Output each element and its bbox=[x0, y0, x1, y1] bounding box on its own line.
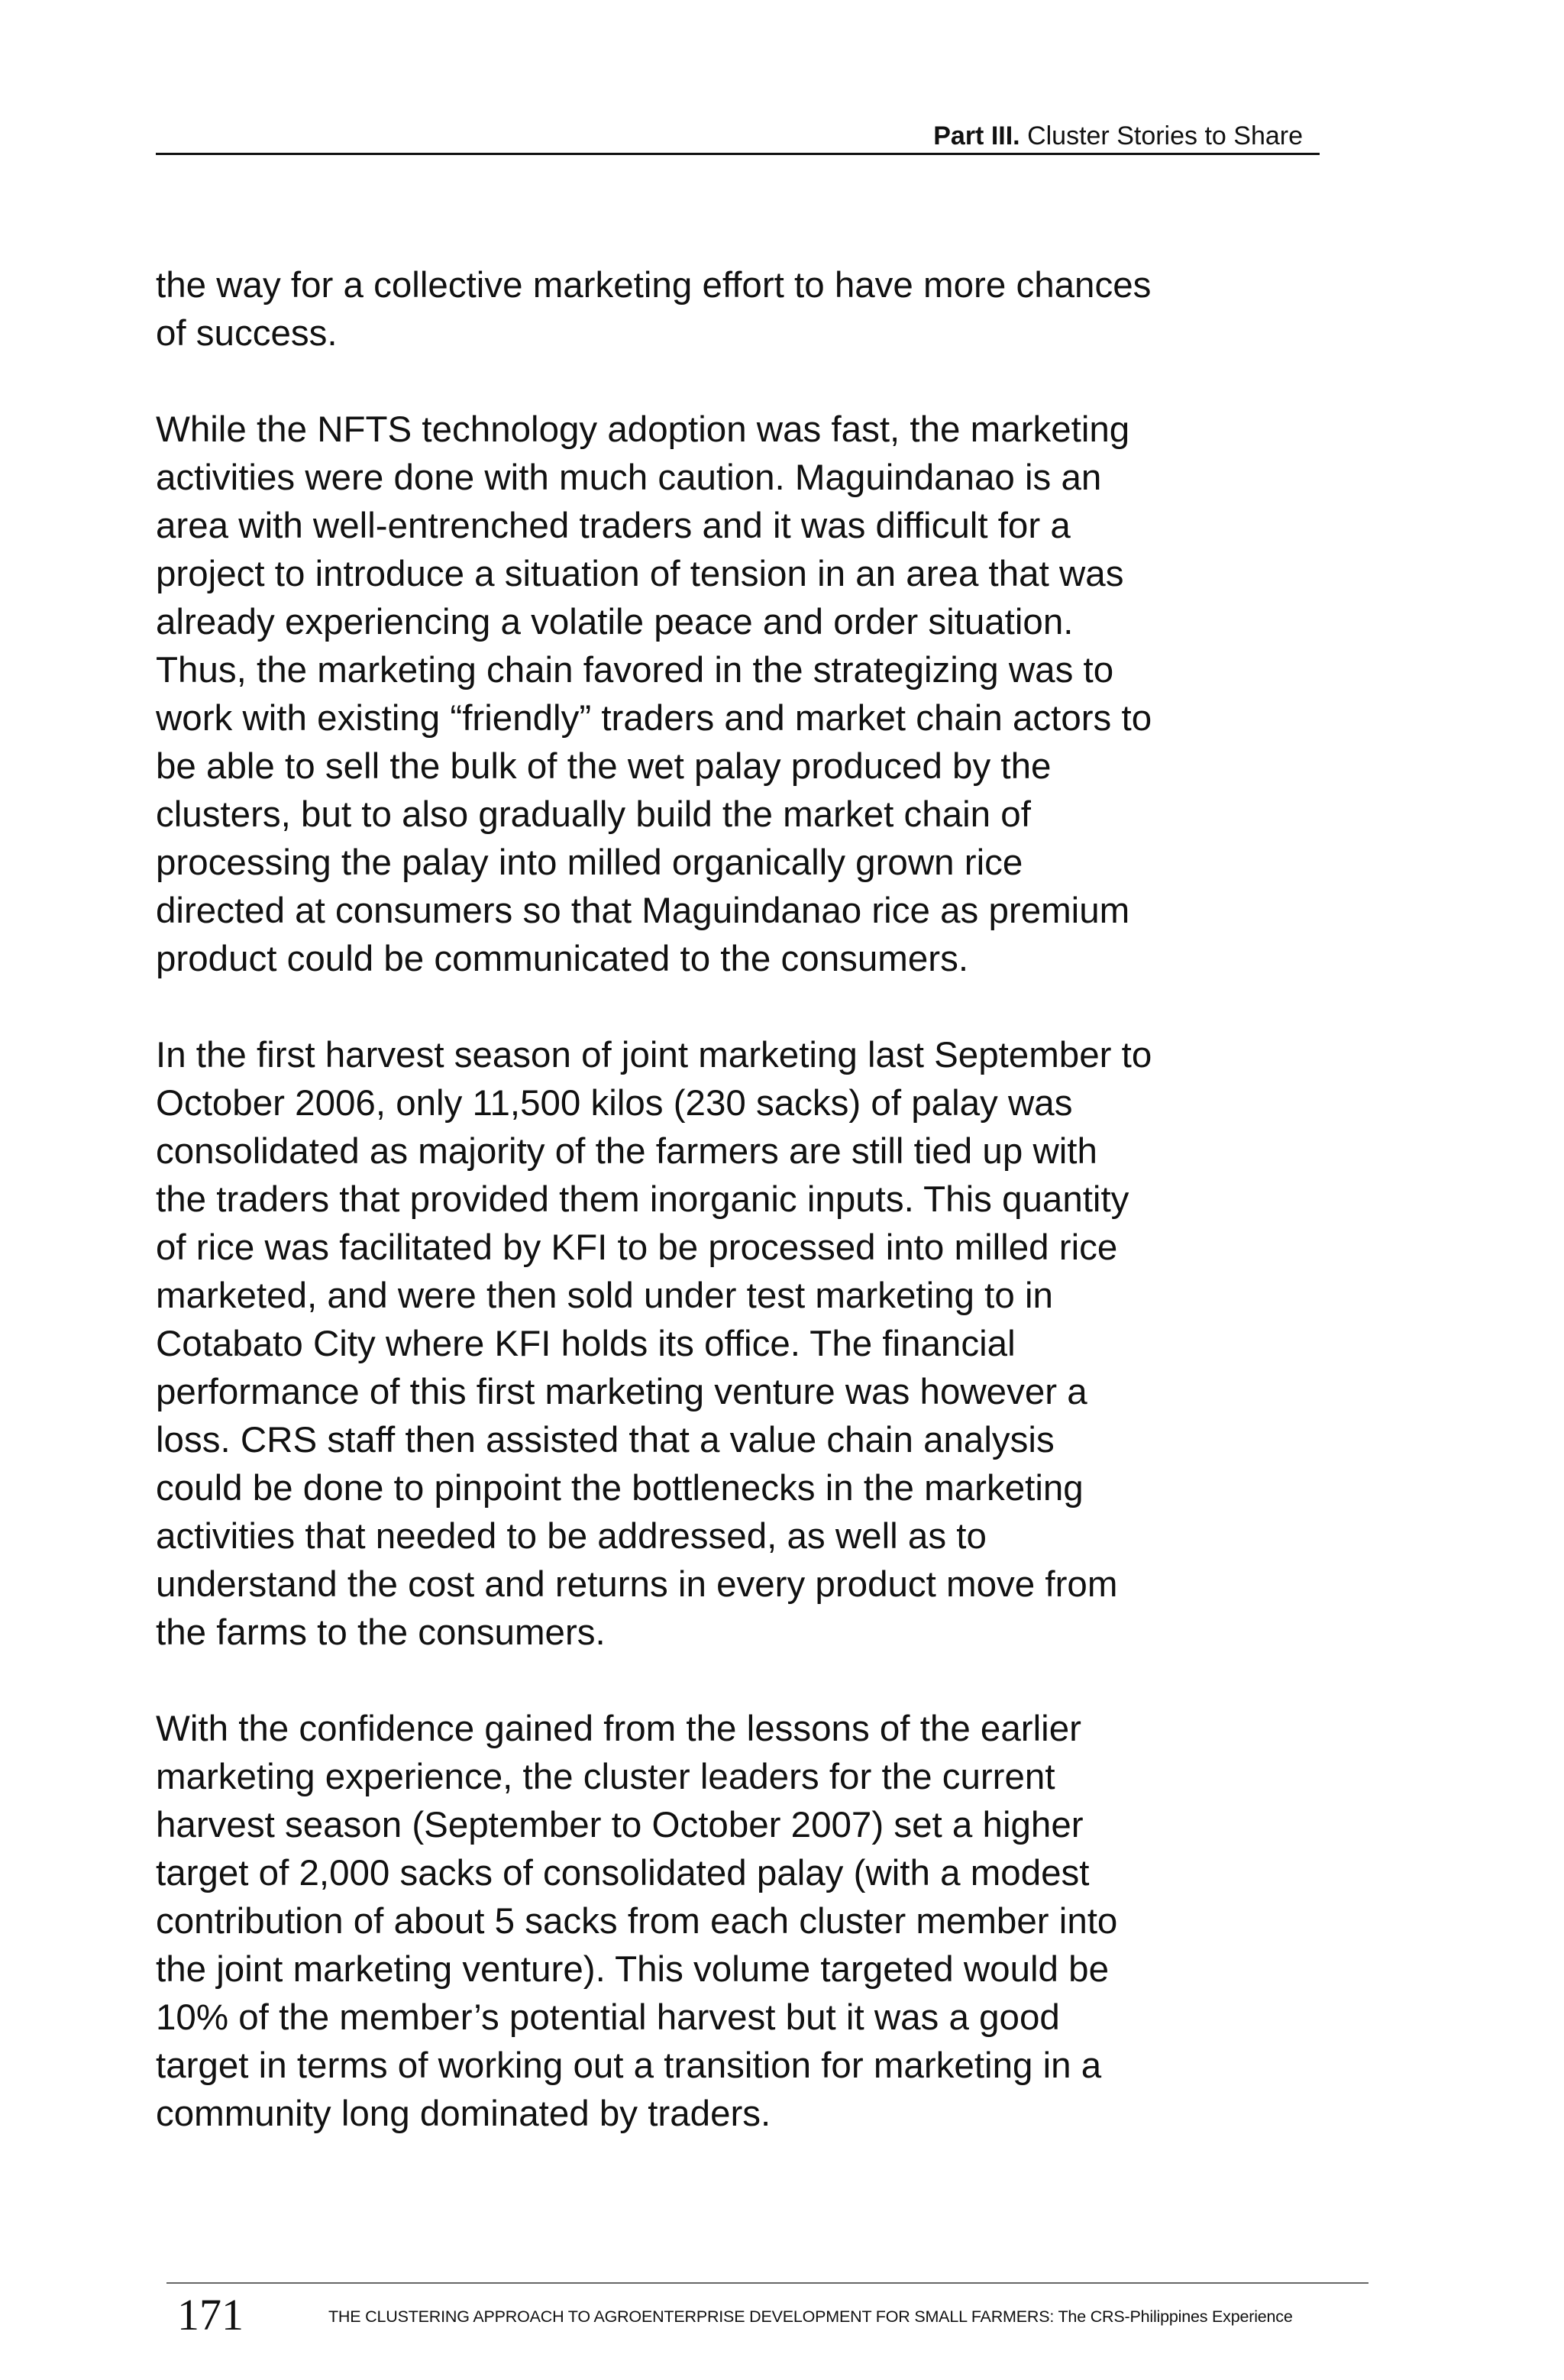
running-header bbox=[156, 119, 1320, 155]
text-line: With the confidence gained from the lessons of the earlier bbox=[156, 1709, 1081, 1749]
text-line: understand the cost and returns in every product move from bbox=[156, 1564, 1118, 1605]
text-line: project to introduce a situation of tension in an area that was bbox=[156, 554, 1124, 594]
text-line: performance of this first marketing venture was however a bbox=[156, 1372, 1087, 1412]
text-line: Cotabato City where KFI holds its office. The financial bbox=[156, 1324, 1016, 1364]
text-line: 10% of the member’s potential harvest but it was a good bbox=[156, 1997, 1060, 2038]
text-line: processing the palay into milled organically grown rice bbox=[156, 842, 1023, 883]
text-line: harvest season (September to October 2007) set a higher bbox=[156, 1805, 1084, 1845]
text-line: area with well-entrenched traders and it was difficult for a bbox=[156, 506, 1071, 546]
paragraph-1 bbox=[156, 261, 1332, 357]
text-line: consolidated as majority of the farmers are still tied up with bbox=[156, 1131, 1097, 1172]
text-line: of success. bbox=[156, 313, 338, 354]
text-line: activities were done with much caution. Maguindanao is an bbox=[156, 458, 1102, 498]
text-line: product could be communicated to the consumers. bbox=[156, 939, 969, 979]
text-line: target in terms of working out a transition for marketing in a bbox=[156, 2045, 1102, 2086]
section-title: Cluster Stories to Share bbox=[1027, 121, 1303, 150]
text-line: could be done to pinpoint the bottlenecks in the marketing bbox=[156, 1468, 1084, 1509]
footer-book-title: THE CLUSTERING APPROACH TO AGROENTERPRISE DEVELOPMENT FOR SMALL FARMERS: The CRS-Philippines Experience bbox=[328, 2307, 1293, 2326]
text-line: the traders that provided them inorganic inputs. This quantity bbox=[156, 1179, 1129, 1220]
text-line: While the NFTS technology adoption was fast, the marketing bbox=[156, 409, 1130, 450]
text-line: directed at consumers so that Maguindanao rice as premium bbox=[156, 891, 1130, 931]
text-line: loss. CRS staff then assisted that a value chain analysis bbox=[156, 1420, 1055, 1460]
text-line: target of 2,000 sacks of consolidated palay (with a modest bbox=[156, 1853, 1090, 1893]
text-line: the joint marketing venture). This volume targeted would be bbox=[156, 1949, 1109, 1990]
paragraph-3 bbox=[156, 1031, 1332, 1657]
text-line: the way for a collective marketing effort to have more chances bbox=[156, 265, 1152, 306]
text-line: be able to sell the bulk of the wet palay produced by the bbox=[156, 746, 1052, 787]
text-line: work with existing “friendly” traders and market chain actors to bbox=[156, 698, 1152, 739]
text-line: marketed, and were then sold under test marketing to in bbox=[156, 1276, 1053, 1316]
text-line: of rice was facilitated by KFI to be processed into milled rice bbox=[156, 1227, 1118, 1268]
body-text bbox=[156, 261, 1332, 2186]
text-line: already experiencing a volatile peace and order situation. bbox=[156, 602, 1074, 642]
text-line: October 2006, only 11,500 kilos (230 sacks) of palay was bbox=[156, 1083, 1073, 1124]
running-header-text bbox=[933, 121, 1303, 151]
paragraph-4 bbox=[156, 1705, 1332, 2138]
paragraph-2 bbox=[156, 406, 1332, 983]
page-number: 171 bbox=[177, 2290, 244, 2340]
part-label: Part III. bbox=[933, 121, 1020, 150]
footer-divider bbox=[166, 2282, 1368, 2284]
text-line: Thus, the marketing chain favored in the strategizing was to bbox=[156, 650, 1114, 690]
text-line: community long dominated by traders. bbox=[156, 2094, 771, 2134]
text-line: In the first harvest season of joint marketing last September to bbox=[156, 1035, 1152, 1075]
text-line: activities that needed to be addressed, as well as to bbox=[156, 1516, 987, 1557]
text-line: contribution of about 5 sacks from each cluster member into bbox=[156, 1901, 1118, 1942]
text-line: the farms to the consumers. bbox=[156, 1612, 606, 1653]
text-line: marketing experience, the cluster leaders for the current bbox=[156, 1757, 1055, 1797]
text-line: clusters, but to also gradually build the market chain of bbox=[156, 794, 1031, 835]
